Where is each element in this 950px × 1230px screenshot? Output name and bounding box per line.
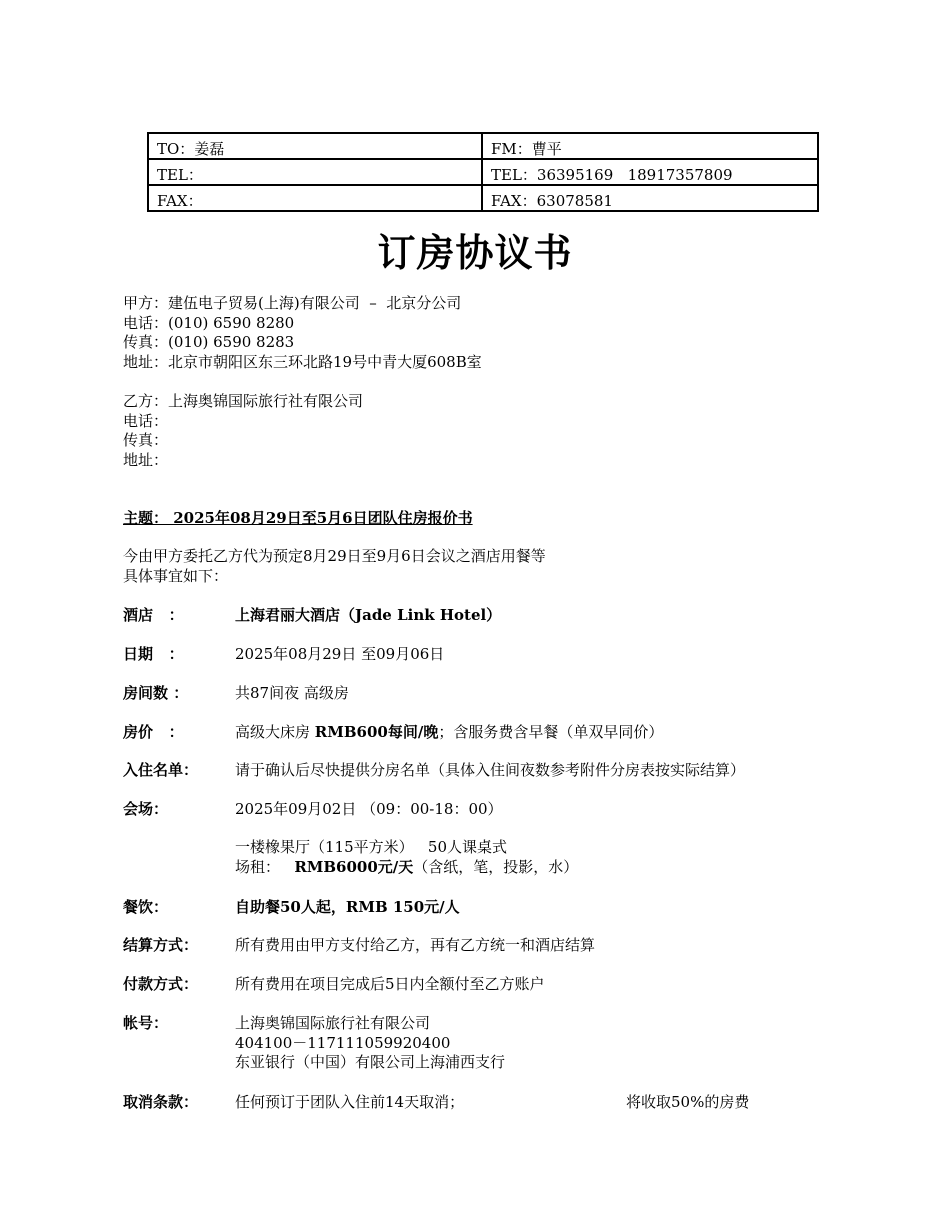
- party-b-fax: 传真：: [123, 431, 169, 449]
- date-value: 2025年08月29日 至09月06日: [235, 645, 445, 663]
- tel-right-cell: TEL：36395169 18917357809: [482, 159, 818, 185]
- rooms-label: 房间数 ：: [123, 684, 189, 702]
- hotel-label: 酒店 ：: [123, 606, 184, 624]
- party-b-phone: 电话：: [123, 411, 169, 430]
- party-a-fax: 传真：(010) 6590 8283: [123, 333, 295, 351]
- page-title: 订房协议书: [377, 230, 573, 275]
- venue-rent-amount: RMB6000元/天: [294, 858, 414, 876]
- to-cell: TO：姜磊: [148, 133, 482, 159]
- account-bank: 东亚银行（中国）有限公司上海浦西支行: [235, 1053, 506, 1071]
- catering-label: 餐饮：: [123, 898, 169, 916]
- cancel-fee: 将收取50%的房费: [626, 1093, 750, 1111]
- rooms-value: 共87间夜 高级房: [235, 684, 349, 702]
- party-a-block: [123, 294, 482, 372]
- party-a-name: 甲方：建伍电子贸易(上海)有限公司 – 北京分公司: [123, 294, 462, 312]
- fm-cell: FM：曹平: [482, 133, 818, 159]
- hotel-value: 上海君丽大酒店（Jade Link Hotel）: [235, 606, 502, 624]
- fax-left-cell: FAX：: [148, 185, 482, 211]
- venue-rent: [235, 858, 578, 878]
- account-name: 上海奥锦国际旅行社有限公司: [235, 1014, 431, 1032]
- price-note: ；含服务费含早餐（单双早同价）: [438, 723, 664, 741]
- payment-value: 所有费用在项目完成后5日内全额付至乙方账户: [235, 975, 545, 993]
- checkin-label: 入住名单：: [123, 761, 199, 779]
- payment-label: 付款方式：: [123, 975, 199, 993]
- catering-value: 自助餐50人起，RMB 150元/人: [235, 898, 460, 916]
- price-room-type: 高级大床房: [235, 723, 315, 741]
- venue-value: 2025年09月02日 （09：00-18：00）: [235, 800, 503, 818]
- settlement-label: 结算方式：: [123, 936, 199, 954]
- venue-label: 会场：: [123, 800, 169, 818]
- cancel-value: 任何预订于团队入住前14天取消；: [235, 1093, 465, 1111]
- intro-line-2: 具体事宜如下：: [123, 566, 229, 585]
- venue-room: 一楼橡果厅（115平方米） 50人课桌式: [235, 838, 508, 856]
- party-a-phone: 电话：(010) 6590 8280: [123, 313, 295, 332]
- account-details: [235, 1014, 505, 1073]
- price-amount: RMB600每间/晚: [314, 723, 439, 741]
- intro-line-1: 今由甲方委托乙方代为预定8月29日至9月6日会议之酒店用餐等: [123, 547, 546, 565]
- party-b-address: 地址：: [123, 450, 169, 469]
- checkin-value: 请于确认后尽快提供分房名单（具体入住间夜数参考附件分房表按实际结算）: [235, 761, 746, 779]
- venue-rent-note: （含纸，笔，投影，水）: [413, 858, 579, 876]
- subject-line: 主题： 2025年08月29日至5月6日团队住房报价书: [123, 509, 473, 527]
- account-number: 404100－117111059920400: [235, 1033, 451, 1052]
- price-label: 房价 ：: [123, 723, 184, 741]
- intro-block: [123, 547, 546, 586]
- price-value: [235, 723, 663, 743]
- date-label: 日期 ：: [123, 645, 184, 663]
- fax-header-table: [147, 132, 819, 212]
- account-label: 帐号：: [123, 1014, 169, 1032]
- party-a-address: 地址：北京市朝阳区东三环北路19号中青大厦608B室: [123, 352, 482, 371]
- fax-right-cell: FAX：63078581: [482, 185, 818, 211]
- party-b-name: 乙方：上海奥锦国际旅行社有限公司: [123, 392, 364, 410]
- cancel-label: 取消条款：: [123, 1093, 199, 1111]
- tel-left-cell: TEL：: [148, 159, 482, 185]
- venue-rent-label: 场租：: [235, 858, 295, 876]
- settlement-value: 所有费用由甲方支付给乙方，再有乙方统一和酒店结算: [235, 936, 596, 954]
- party-b-block: [123, 392, 363, 470]
